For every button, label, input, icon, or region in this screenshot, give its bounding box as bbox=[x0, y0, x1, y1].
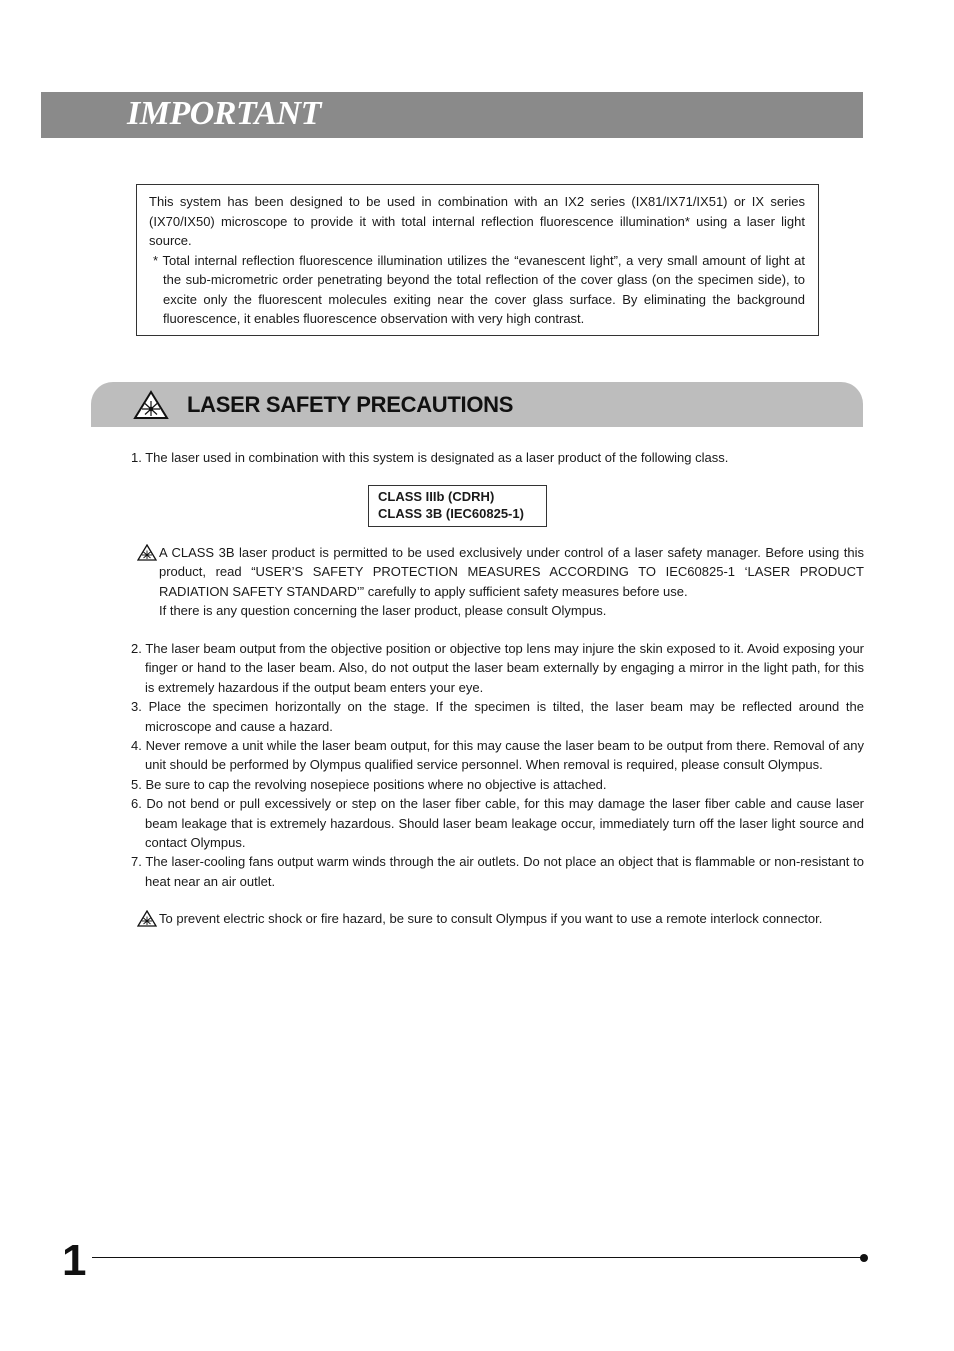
warning-text: A CLASS 3B laser product is permitted to be used exclusively under control of a laser safety manager. Before using this product, read “USER’S SAFETY PROTECTION MEASURES ACCORDING TO IEC60825-1 ‘LASER PRODUCT RADIATION SAFETY STANDARD’” carefully to apply sufficient safety measures before use. bbox=[159, 545, 864, 599]
class-cdrh: CLASS IIIb (CDRH) bbox=[378, 489, 495, 504]
list-item-1: 1. The laser used in combination with this system is designated as a laser product of the following class. bbox=[131, 450, 729, 465]
page-title: IMPORTANT bbox=[127, 95, 321, 132]
warning-contact-text: If there is any question concerning the laser product, please consult Olympus. bbox=[159, 603, 607, 619]
list-item: 2. The laser beam output from the objective position or objective top lens may injure the skin exposed to it. Avoid exposing your finger or hand to the laser beam. Also, do not output the laser beam externally by engaging a mirror in the light path, for this is extremely hazardous if the output beam enters your eye. bbox=[131, 641, 864, 695]
list-item: 7. The laser-cooling fans output warm winds through the air outlets. Do not place an object that is flammable or non-resistant to heat near an air outlet. bbox=[131, 854, 864, 889]
list-item: 4. Never remove a unit while the laser beam output, for this may cause the laser beam to be output from there. Removal of any unit should be performed by Olympus qualified service personnel. When removal is required, please consult Olympus. bbox=[131, 738, 864, 773]
laser-warning-icon bbox=[133, 390, 169, 420]
interlock-warning-text: To prevent electric shock or fire hazard, be sure to consult Olympus if you want to use a remote interlock connector. bbox=[159, 911, 823, 926]
warning-laser-class bbox=[137, 543, 864, 621]
footer-dot bbox=[860, 1254, 868, 1262]
title-bar bbox=[41, 92, 863, 138]
intro-text: This system has been designed to be used in combination with an IX2 series (IX81/IX71/IX51) or IX series (IX70/IX50) microscope to provide it with total internal reflection fluorescence illumination* using a laser light source. bbox=[149, 194, 805, 248]
section-title: LASER SAFETY PRECAUTIONS bbox=[187, 392, 514, 417]
intro-note: * Total internal reflection fluorescence illumination utilizes the “evanescent light”, a very small amount of light at the sub-micrometric order penetrating beyond the total reflection of the cover glass (on the specimen side), to excite only the fluorescent molecules exiting near the cover glass surface. By eliminating the background fluorescence, it enables fluorescence observation with very high contrast. bbox=[153, 252, 805, 326]
list-item: 6. Do not bend or pull excessively or step on the laser fiber cable, for this may damage the laser fiber cable and cause laser beam leakage that is extremely hazardous. Should laser beam leakage occur, immediately turn off the laser light source and contact Olympus. bbox=[131, 796, 864, 851]
list-item: 5. Be sure to cap the revolving nosepiece positions where no objective is attached. bbox=[131, 776, 607, 792]
footer-rule bbox=[92, 1257, 862, 1258]
laser-class-box bbox=[368, 485, 547, 527]
intro-box bbox=[136, 184, 819, 336]
warning-interlock bbox=[137, 909, 864, 928]
list-item: 3. Place the specimen horizontally on the stage. If the specimen is tilted, the laser beam may be reflected around the microscope and cause a hazard. bbox=[131, 699, 864, 734]
page-number: 1 bbox=[62, 1236, 87, 1285]
section-header bbox=[91, 382, 863, 427]
laser-warning-icon bbox=[137, 544, 157, 561]
class-iec: CLASS 3B (IEC60825-1) bbox=[378, 506, 524, 521]
laser-warning-icon bbox=[137, 910, 157, 927]
precaution-list bbox=[131, 639, 864, 891]
